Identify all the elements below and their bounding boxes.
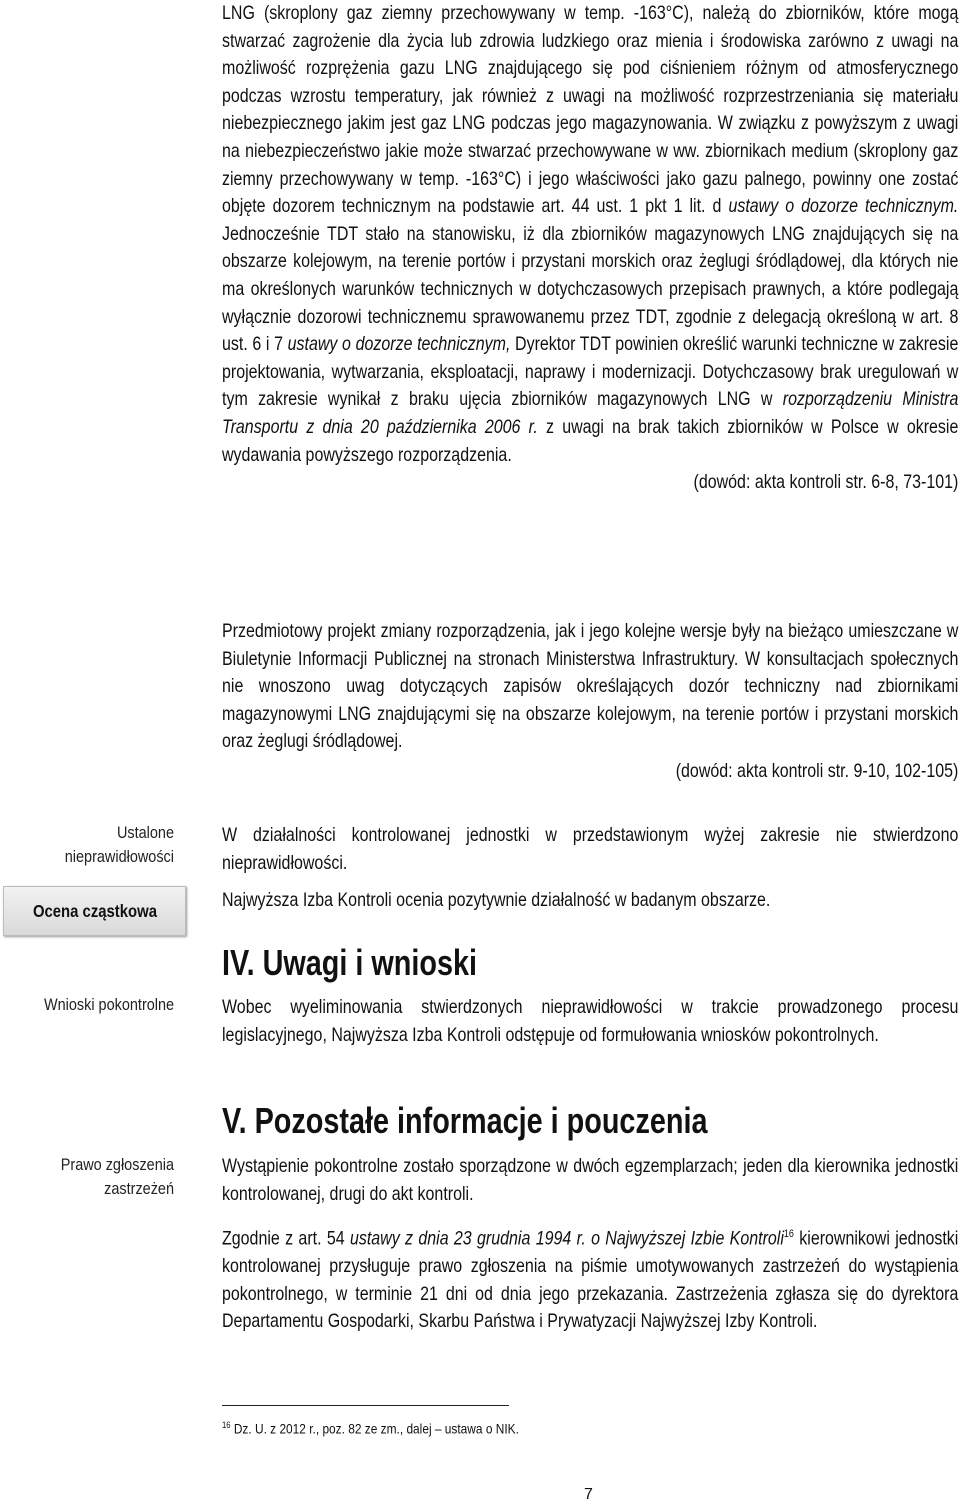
paragraph-wnioski: Wobec wyeliminowania stwierdzonych nieprawidłowości w trakcie prowadzonego procesu legislacyjnego, Najwyższa Izba Kontroli odstępuje od formułowania wniosków pokontrolnych. bbox=[222, 996, 959, 1046]
evidence-note: (dowód: akta kontroli str. 6-8, 73-101) bbox=[693, 471, 959, 494]
paragraph-ocena: Najwyższa Izba Kontroli ocenia pozytywnie działalność w badanym obszarze. bbox=[222, 889, 771, 911]
italic-citation: ustawy o dozorze technicznym, bbox=[287, 333, 511, 356]
section-heading-v: V. Pozostałe informacje i pouczenia bbox=[222, 1100, 708, 1141]
section-heading-iv: IV. Uwagi i wnioski bbox=[222, 942, 478, 983]
text: kierownikowi jednostki kontrolowanej przysługuje prawo zgłoszenia na piśmie umotywowanych zastrzeżeń do wystąpienia pokontrolnego, w terminie 21 dni od dnia jego przekazania. Zastrzeżenia zgłasza się do dyrektora Departamentu Gospodarki, Skarbu Państwa i Prywatyzacji Najwyższej Izby Kontroli. bbox=[222, 1227, 959, 1333]
evidence-note: (dowód: akta kontroli str. 9-10, 102-105) bbox=[675, 759, 959, 782]
paragraph-egzemplarze: Wystąpienie pokontrolne zostało sporządzone w dwóch egzemplarzach; jeden dla kierownika jednostki kontrolowanej, drugi do akt kontroli. bbox=[222, 1155, 959, 1205]
footnote-number: 16 bbox=[222, 1420, 231, 1430]
footnote bbox=[222, 1420, 519, 1437]
sidebar-ocena: Ocena cząstkowa bbox=[32, 900, 157, 921]
sidebar-ustalone: Ustalone nieprawidłowości bbox=[64, 823, 174, 866]
text: z uwagi na brak takich zbiorników w Polsce w okresie wydawania powyższego rozporządzenia. bbox=[222, 415, 959, 466]
paragraph-zastrzezenia bbox=[222, 1221, 958, 1336]
italic-citation: ustawy o dozorze technicznym. bbox=[728, 195, 959, 218]
footnote-divider bbox=[222, 1405, 509, 1406]
text: LNG (skroplony gaz ziemny przechowywany w temp. -163°C), należą do zbiorników, które mogą stwarzać zagrożenie dla życia lub zdrowia ludzkiego oraz mienia i środowiska zarówno z uwagi na możliwość rozprężenia gazu LNG znajdującego się pod ciśnieniem różnym od atmosferycznego podczas wzrostu temperatury, jak również z uwagi na możliwość rozprzestrzeniania się materiału niebezpiecznego jakim jest gaz LNG podczas jego magazynowania. W związku z powyższym z uwagi na niebezpieczeństwo jakie może stwarzać przechowywane w ww. zbiornikach medium (skroplony gaz ziemny przechowywany w temp. -163°C) i jego właściwości jako gazu palnego, powinny one zostać objęte dozorem technicznym na podstawie art. 44 ust. 1 pkt 1 lit. d bbox=[222, 2, 959, 218]
paragraph-lng-tanks bbox=[222, 0, 958, 497]
paragraph-ustalone: W działalności kontrolowanej jednostki w przedstawionym wyżej zakresie nie stwierdzono nieprawidłowości. bbox=[222, 824, 959, 874]
footnote-ref[interactable]: 16 bbox=[783, 1228, 794, 1240]
text: Dyrektor TDT powinien określić warunki techniczne w zakresie projektowania, wytwarzania, eksploatacji, naprawy i modernizacji. Dotychczasowy brak uregulowań w tym zakresie wynikał z braku ujęcia zbiorników magazynowych LNG w bbox=[222, 333, 959, 411]
footnote-text: Dz. U. z 2012 r., poz. 82 ze zm., dalej – ustawa o NIK. bbox=[230, 1420, 519, 1437]
page-number: 7 bbox=[584, 1486, 593, 1503]
paragraph-consultations bbox=[222, 618, 958, 786]
sidebar-ocena-box bbox=[3, 886, 186, 936]
sidebar-prawo: Prawo zgłoszenia zastrzeżeń bbox=[60, 1155, 174, 1198]
italic-citation: ustawy z dnia 23 grudnia 1994 r. o Najwyższej Izbie Kontroli bbox=[349, 1227, 784, 1250]
text: Zgodnie z art. 54 bbox=[222, 1227, 350, 1250]
text: Przedmiotowy projekt zmiany rozporządzenia, jak i jego kolejne wersje były na bieżąco umieszczane w Biuletynie Informacji Publicznej na stronach Ministerstwa Infrastruktury. W konsultacjach społecznych nie wnoszono uwag dotyczących zapisów określających dozór techniczny nad zbiornikami magazynowymi LNG znajdującymi się na obszarze kolejowym, na terenie portów i przystani morskich oraz żeglugi śródlądowej. bbox=[222, 620, 959, 753]
text: Jednocześnie TDT stało na stanowisku, iż dla zbiorników magazynowych LNG znajdujących się na obszarze kolejowym, na terenie portów i przystani morskich oraz żeglugi śródlądowej, dla których nie ma określonych warunków technicznych w dotychczasowych przepisach prawnych, a które podlegają wyłącznie dozorowi technicznemu sprawowanemu przez TDT, zgodnie z delegacją określoną w art. 8 ust. 6 i 7 bbox=[222, 222, 959, 356]
italic-citation: rozporządzeniu Ministra Transportu z dnia 20 października 2006 r. bbox=[222, 388, 959, 438]
sidebar-wnioski: Wnioski pokontrolne bbox=[43, 995, 174, 1014]
